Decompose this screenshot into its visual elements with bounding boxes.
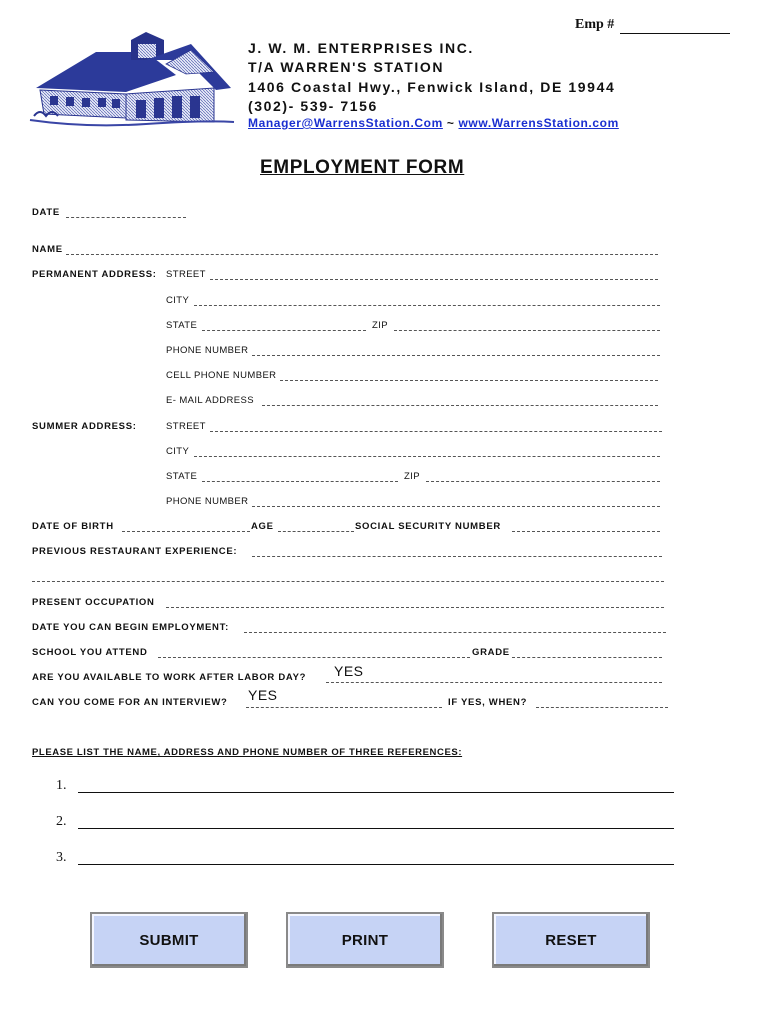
- perm-zip-label: ZIP: [372, 320, 388, 331]
- summer-state-field[interactable]: [202, 481, 398, 482]
- interview-field[interactable]: [246, 707, 442, 708]
- contact-links: [248, 116, 619, 130]
- summer-city-label: CITY: [166, 446, 190, 457]
- perm-phone-label: PHONE NUMBER: [166, 345, 249, 356]
- summer-phone-label: PHONE NUMBER: [166, 496, 249, 507]
- reference-1-field[interactable]: [78, 792, 674, 793]
- summer-street-label: STREET: [166, 421, 206, 432]
- trade-name: T/A WARREN'S STATION: [248, 59, 445, 75]
- if-yes-when-field[interactable]: [536, 707, 668, 708]
- interview-label: CAN YOU COME FOR AN INTERVIEW?: [32, 697, 228, 708]
- name-field[interactable]: [66, 254, 658, 255]
- summer-street-field[interactable]: [210, 431, 662, 432]
- company-name: J. W. M. ENTERPRISES INC.: [248, 40, 474, 56]
- ssn-field[interactable]: [512, 531, 660, 532]
- present-occupation-label: PRESENT OCCUPATION: [32, 597, 155, 608]
- dob-field[interactable]: [122, 531, 250, 532]
- summer-address-label: SUMMER ADDRESS:: [32, 421, 137, 432]
- previous-experience-label: PREVIOUS RESTAURANT EXPERIENCE:: [32, 546, 238, 557]
- permanent-address-label: PERMANENT ADDRESS:: [32, 269, 157, 280]
- after-labor-day-label: ARE YOU AVAILABLE TO WORK AFTER LABOR DAY?: [32, 672, 307, 683]
- reference-number: 3.: [56, 850, 67, 865]
- website-link[interactable]: www.WarrensStation.com: [458, 116, 619, 130]
- reference-2-field[interactable]: [78, 828, 674, 829]
- email-label: E- MAIL ADDRESS: [166, 395, 255, 406]
- present-occupation-field[interactable]: [166, 607, 664, 608]
- summer-city-field[interactable]: [194, 456, 660, 457]
- begin-employment-label: DATE YOU CAN BEGIN EMPLOYMENT:: [32, 622, 229, 633]
- cell-phone-field[interactable]: [280, 380, 658, 381]
- summer-phone-field[interactable]: [252, 506, 660, 507]
- reference-number: 1.: [56, 778, 67, 793]
- reset-button[interactable]: RESET: [492, 912, 650, 968]
- submit-button[interactable]: SUBMIT: [90, 912, 248, 968]
- previous-experience-field[interactable]: [252, 556, 662, 557]
- references-heading: PLEASE LIST THE NAME, ADDRESS AND PHONE NUMBER OF THREE REFERENCES:: [32, 747, 463, 758]
- emp-number-label: Emp #: [575, 17, 615, 32]
- email-field[interactable]: [262, 405, 658, 406]
- dob-label: DATE OF BIRTH: [32, 521, 114, 532]
- perm-city-label: CITY: [166, 295, 190, 306]
- perm-street-field[interactable]: [210, 279, 658, 280]
- name-label: NAME: [32, 244, 63, 255]
- perm-state-label: STATE: [166, 320, 198, 331]
- cell-phone-label: CELL PHONE NUMBER: [166, 370, 277, 381]
- school-label: SCHOOL YOU ATTEND: [32, 647, 148, 658]
- interview-value: YES: [248, 687, 278, 703]
- perm-city-field[interactable]: [194, 305, 660, 306]
- emp-number-field[interactable]: [620, 33, 730, 34]
- reference-number: 2.: [56, 814, 67, 829]
- form-title: EMPLOYMENT FORM: [260, 157, 465, 178]
- perm-zip-field[interactable]: [394, 330, 660, 331]
- email-link[interactable]: Manager@WarrensStation.Com: [248, 116, 443, 130]
- grade-field[interactable]: [512, 657, 662, 658]
- if-yes-when-label: IF YES, WHEN?: [448, 697, 528, 708]
- perm-street-label: STREET: [166, 269, 206, 280]
- begin-employment-field[interactable]: [244, 632, 666, 633]
- warrens-station-logo: [26, 30, 236, 130]
- age-field[interactable]: [278, 531, 354, 532]
- company-phone: (302)- 539- 7156: [248, 98, 378, 114]
- school-field[interactable]: [158, 657, 470, 658]
- date-field[interactable]: [66, 217, 186, 218]
- perm-state-field[interactable]: [202, 330, 366, 331]
- summer-zip-label: ZIP: [404, 471, 420, 482]
- link-separator: ~: [446, 116, 455, 130]
- date-label: DATE: [32, 207, 60, 218]
- summer-state-label: STATE: [166, 471, 198, 482]
- previous-experience-field-2[interactable]: [32, 581, 664, 582]
- after-labor-day-value: YES: [334, 663, 364, 679]
- after-labor-day-field[interactable]: [326, 682, 662, 683]
- company-address: 1406 Coastal Hwy., Fenwick Island, DE 19944: [248, 79, 616, 95]
- perm-phone-field[interactable]: [252, 355, 660, 356]
- age-label: AGE: [251, 521, 274, 532]
- summer-zip-field[interactable]: [426, 481, 660, 482]
- grade-label: GRADE: [472, 647, 510, 658]
- print-button[interactable]: PRINT: [286, 912, 444, 968]
- reference-3-field[interactable]: [78, 864, 674, 865]
- ssn-label: SOCIAL SECURITY NUMBER: [355, 521, 501, 532]
